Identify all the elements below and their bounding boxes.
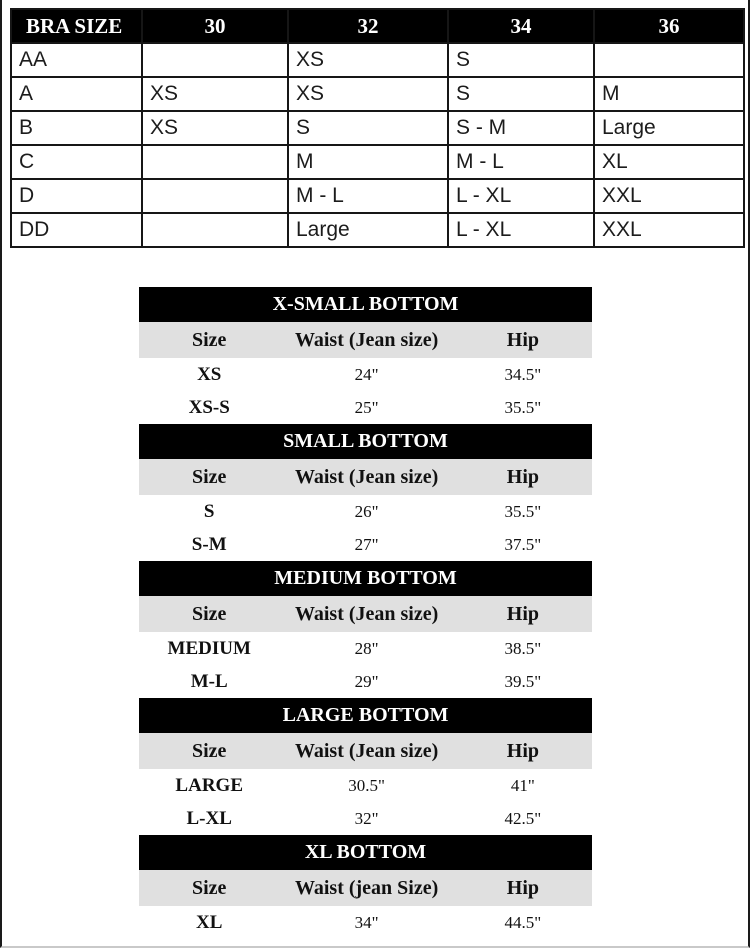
- bra-cell: XL: [594, 145, 744, 179]
- column-header-row: [139, 322, 592, 358]
- col-header-waist: Waist (Jean size): [294, 465, 439, 488]
- bra-cell: L - XL: [448, 213, 594, 247]
- bra-row-a: [11, 77, 744, 111]
- cell-size: L-XL: [186, 807, 232, 829]
- cell-hip: 34.5": [504, 364, 542, 384]
- col-header-hip: Hip: [506, 602, 540, 625]
- bra-cell: S: [448, 77, 594, 111]
- table-row: [139, 906, 592, 939]
- bra-row-d: [11, 179, 744, 213]
- cell-size: MEDIUM: [167, 637, 251, 659]
- table-title: SMALL BOTTOM: [139, 424, 592, 459]
- bra-cell: L - XL: [448, 179, 594, 213]
- table-row: [139, 358, 592, 391]
- table-title: MEDIUM BOTTOM: [139, 561, 592, 596]
- cell-hip: 39.5": [504, 671, 542, 691]
- bottom-size-tables: [139, 287, 592, 939]
- table-row: [139, 632, 592, 665]
- col-header-waist: Waist (Jean size): [294, 739, 439, 762]
- cell-waist: 32": [354, 808, 379, 828]
- bra-cup-label: DD: [11, 213, 142, 247]
- bra-cell: XS: [142, 111, 288, 145]
- bra-cup-label: C: [11, 145, 142, 179]
- bra-cell: XXL: [594, 213, 744, 247]
- bra-row-c: [11, 145, 744, 179]
- bra-cell: [142, 213, 288, 247]
- cell-size: LARGE: [175, 774, 243, 796]
- bra-cup-label: AA: [11, 43, 142, 77]
- bra-cell: Large: [288, 213, 448, 247]
- bra-col-header-32: 32: [288, 9, 448, 43]
- col-header-waist: Waist (Jean size): [294, 328, 439, 351]
- bra-row-b: [11, 111, 744, 145]
- col-header-waist: Waist (Jean size): [294, 602, 439, 625]
- bra-cell: XS: [288, 77, 448, 111]
- cell-hip: 35.5": [504, 397, 542, 417]
- table-xl-bottom: [139, 835, 592, 939]
- table-title: XL BOTTOM: [139, 835, 592, 870]
- bra-cell: M: [594, 77, 744, 111]
- table-small-bottom: [139, 424, 592, 561]
- col-header-size: Size: [191, 465, 227, 488]
- cell-hip: 37.5": [504, 534, 542, 554]
- bra-row-dd: [11, 213, 744, 247]
- column-header-row: [139, 596, 592, 632]
- table-title: LARGE BOTTOM: [139, 698, 592, 733]
- table-row: [139, 528, 592, 561]
- bra-cell: S: [288, 111, 448, 145]
- bra-cell: M - L: [448, 145, 594, 179]
- bra-table-title: BRA SIZE: [11, 9, 142, 43]
- table-row: [139, 495, 592, 528]
- cell-size: S-M: [191, 533, 227, 555]
- bra-table-header-row: [11, 9, 744, 43]
- column-header-row: [139, 870, 592, 906]
- bra-cell: Large: [594, 111, 744, 145]
- bra-cell: XXL: [594, 179, 744, 213]
- bra-cell: M: [288, 145, 448, 179]
- cell-waist: 34": [354, 912, 379, 932]
- bra-cell: [142, 179, 288, 213]
- cell-hip: 41": [510, 775, 535, 795]
- table-large-bottom: [139, 698, 592, 835]
- cell-size: S: [203, 500, 215, 522]
- bra-size-table: [10, 8, 745, 248]
- cell-size: XS: [197, 363, 222, 385]
- cell-hip: 35.5": [504, 501, 542, 521]
- table-row: [139, 665, 592, 698]
- cell-waist: 29": [354, 671, 379, 691]
- bra-col-header-36: 36: [594, 9, 744, 43]
- bra-cell: S - M: [448, 111, 594, 145]
- bra-row-aa: [11, 43, 744, 77]
- bra-cell: M - L: [288, 179, 448, 213]
- bra-cell: S: [448, 43, 594, 77]
- cell-waist: 28": [354, 638, 379, 658]
- table-title: X-SMALL BOTTOM: [139, 287, 592, 322]
- col-header-size: Size: [191, 876, 227, 899]
- cell-waist: 27": [354, 534, 379, 554]
- col-header-hip: Hip: [506, 876, 540, 899]
- bra-cup-label: B: [11, 111, 142, 145]
- cell-size: XS-S: [188, 396, 230, 418]
- bra-cell: XS: [142, 77, 288, 111]
- cell-waist: 26": [354, 501, 379, 521]
- cell-waist: 30.5": [348, 775, 385, 795]
- table-medium-bottom: [139, 561, 592, 698]
- cell-hip: 38.5": [504, 638, 542, 658]
- table-row: [139, 769, 592, 802]
- col-header-hip: Hip: [506, 328, 540, 351]
- col-header-size: Size: [191, 739, 227, 762]
- col-header-size: Size: [191, 602, 227, 625]
- table-x-small-bottom: [139, 287, 592, 424]
- col-header-size: Size: [191, 328, 227, 351]
- bra-cell: [594, 43, 744, 77]
- column-header-row: [139, 733, 592, 769]
- col-header-waist: Waist (jean Size): [294, 876, 439, 899]
- bra-cell: [142, 145, 288, 179]
- table-row: [139, 391, 592, 424]
- cell-hip: 42.5": [504, 808, 542, 828]
- bra-cell: [142, 43, 288, 77]
- cell-size: M-L: [190, 670, 228, 692]
- cell-hip: 44.5": [504, 912, 542, 932]
- cell-waist: 25": [354, 397, 379, 417]
- bra-col-header-30: 30: [142, 9, 288, 43]
- cell-waist: 24": [354, 364, 379, 384]
- bra-cell: XS: [288, 43, 448, 77]
- col-header-hip: Hip: [506, 739, 540, 762]
- bra-cup-label: D: [11, 179, 142, 213]
- cell-size: XL: [196, 911, 223, 933]
- bra-cup-label: A: [11, 77, 142, 111]
- bra-col-header-34: 34: [448, 9, 594, 43]
- col-header-hip: Hip: [506, 465, 540, 488]
- column-header-row: [139, 459, 592, 495]
- table-row: [139, 802, 592, 835]
